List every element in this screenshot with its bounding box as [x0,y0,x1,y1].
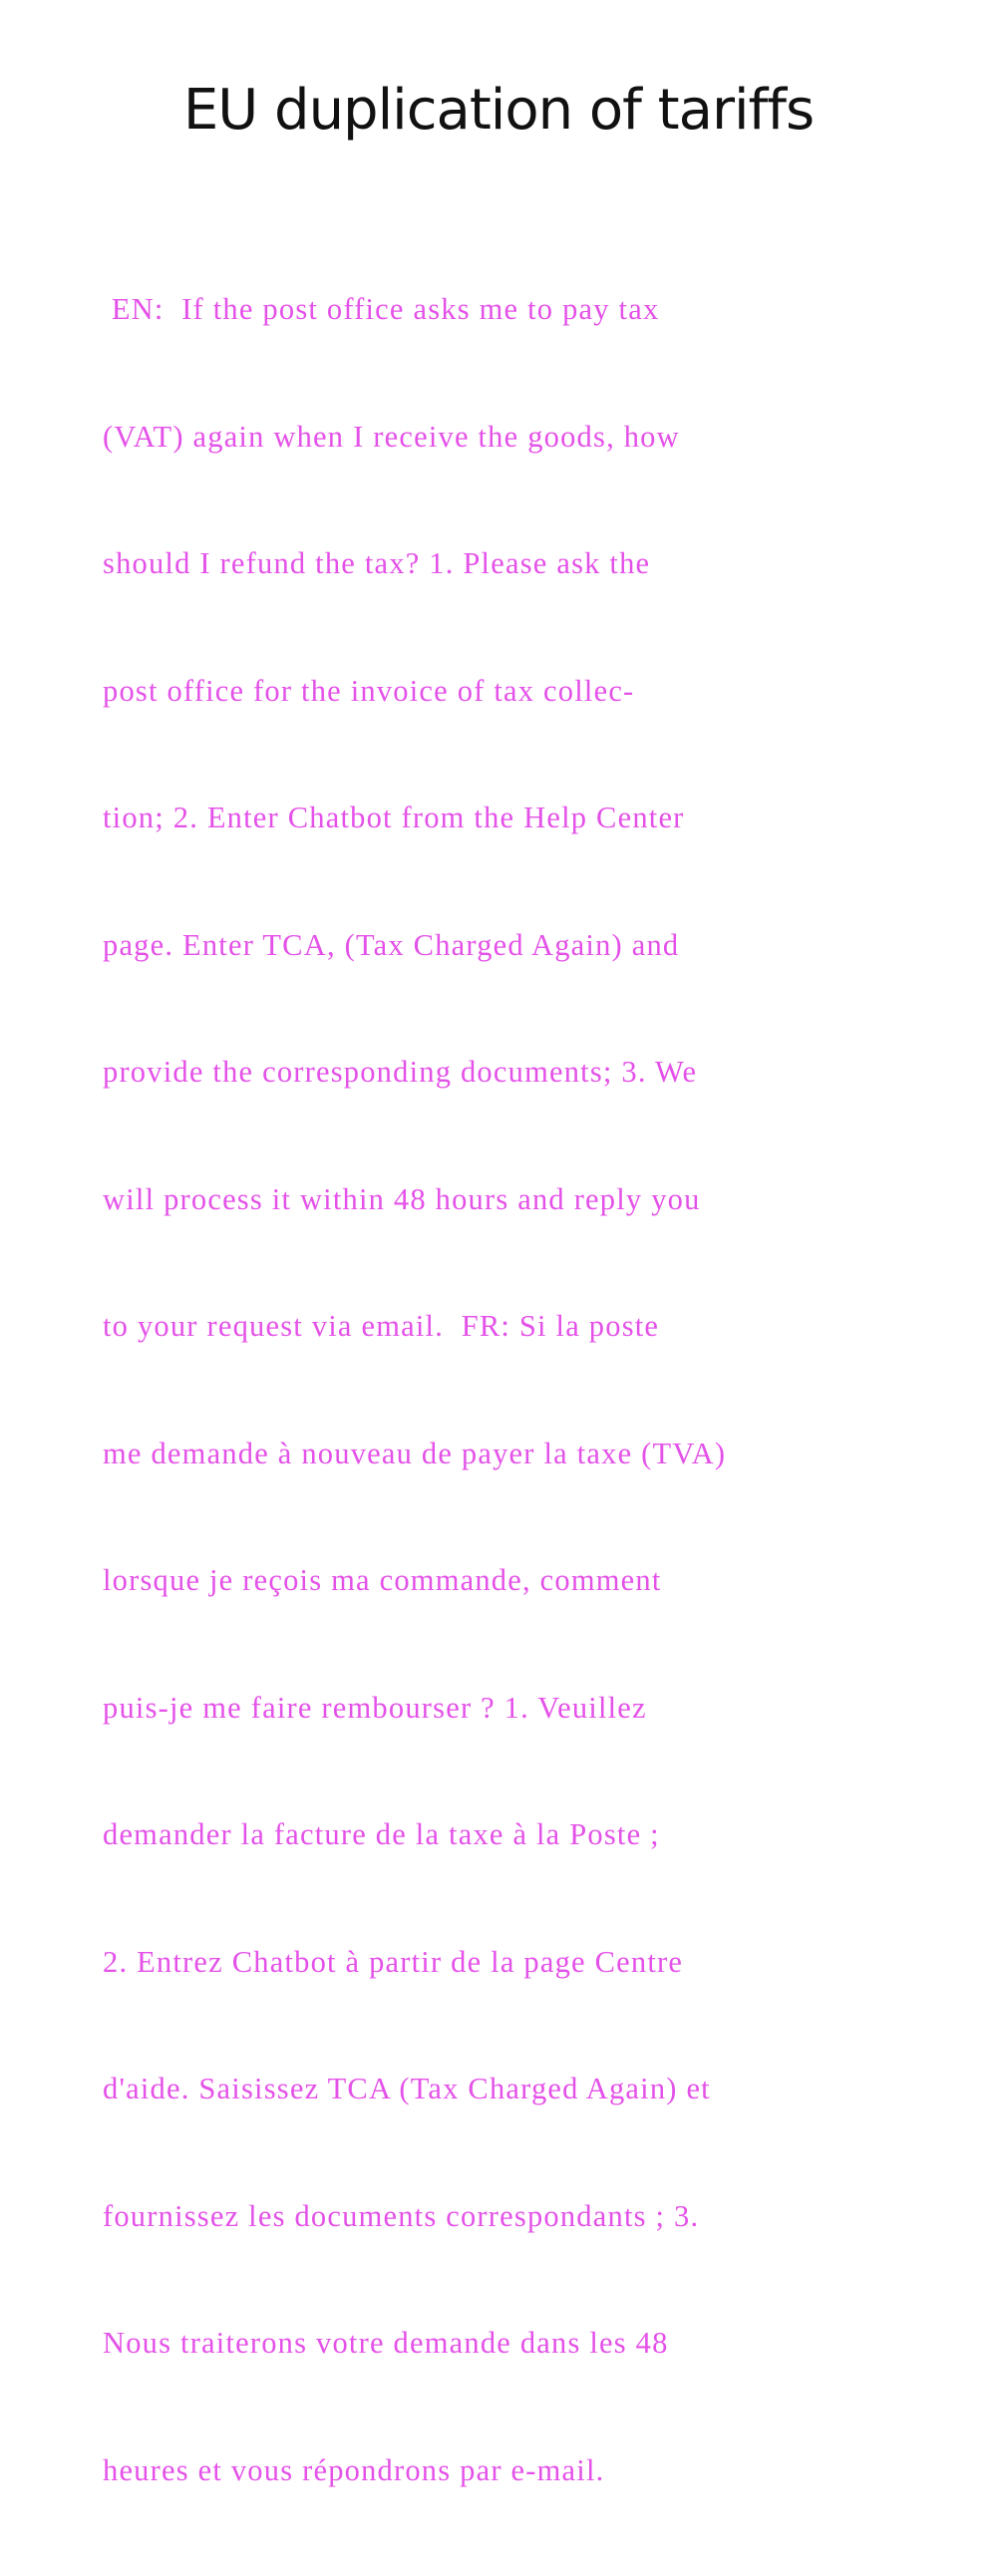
text-line: post office for the invoice of tax collec- [103,673,635,708]
text-line: 2. Entrez Chatbot à partir de la page Centre [103,1944,684,1979]
text-line: demander la facture de la taxe à la Poste ; [103,1817,660,1851]
text-line: EN: If the post office asks me to pay tax [103,292,660,326]
text-line: puis-je me faire rembourser ? 1. Veuillez [103,1690,647,1725]
text-line: me demande à nouveau de payer la taxe (TVA) [103,1436,727,1470]
text-line: fournissez les documents correspondants ; 3. [103,2198,700,2233]
text-line: to your request via email. FR: Si la poste [103,1309,660,1343]
page-title: EU duplication of tariffs [182,78,815,143]
text-line: Nous traiterons votre demande dans les 48 [103,2326,669,2360]
text-line: (VAT) again when I receive the goods, how [103,419,680,454]
tax-refund-instructions [103,203,900,2576]
text-line: tion; 2. Enter Chatbot from the Help Center [103,801,685,834]
text-line: should I refund the tax? 1. Please ask the [103,546,651,580]
text-line: provide the corresponding documents; 3. We [103,1055,698,1089]
text-line: lorsque je reçois ma commande, comment [103,1563,662,1597]
text-line: d'aide. Saisissez TCA (Tax Charged Again) et [103,2072,711,2105]
text-line: will process it within 48 hours and reply you [103,1181,701,1216]
text-line: heures et vous répondrons par e-mail. [103,2452,605,2487]
text-line: page. Enter TCA, (Tax Charged Again) and [103,927,680,962]
